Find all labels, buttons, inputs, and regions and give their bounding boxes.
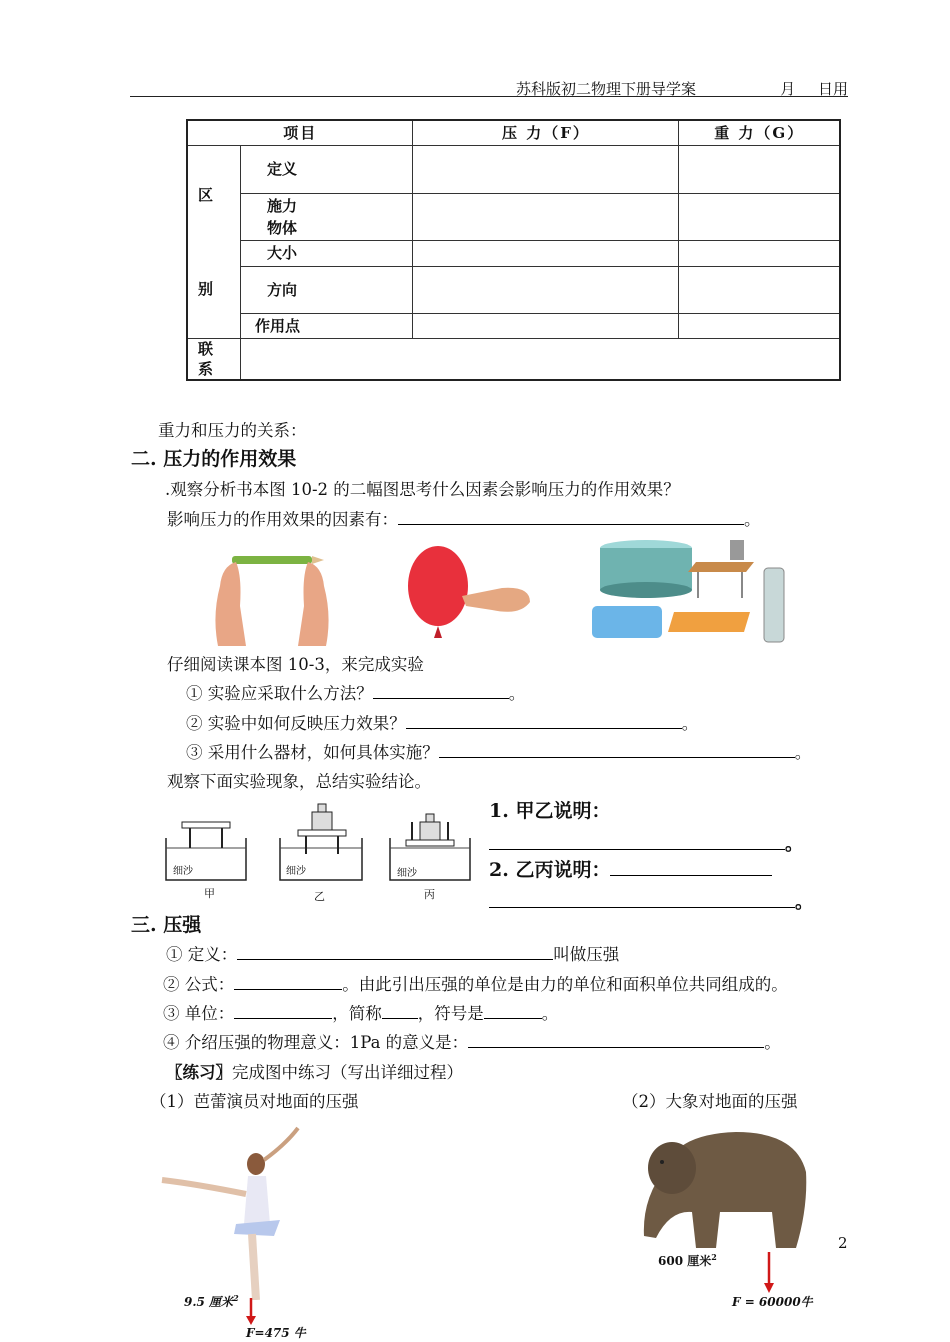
ballet-force-arrow-icon [244,1298,258,1326]
page-header [130,78,848,97]
conclusion-1-label: 1. 甲乙说明： [489,800,611,822]
link-char-2: 系 [198,359,214,378]
balloon-finger-image [402,546,534,642]
cell-gravity-magnitude[interactable] [679,240,840,266]
observe-instruction: 观察下面实验现象，总结实验结论。 [167,772,431,791]
elephant-image [636,1128,810,1252]
header-title: 苏科版初二物理下册导学案 [516,80,697,98]
sand-label-2: 细沙 [286,866,306,877]
practice-tag: 〖练习〗 [166,1063,232,1082]
ballet-force-label: F=475 牛 [246,1326,306,1340]
conclusion-1-line: 。 [489,830,803,856]
practice-1-title: （1）芭蕾演员对地面的压强 [150,1092,359,1111]
group-diff-char-2: 别 [198,279,214,298]
answer-blank-definition[interactable] [237,945,553,960]
relation-text: 重力和压力的关系： [158,421,307,440]
row-label-applier-line2: 物体 [267,218,298,237]
experiment-q3-text: ③ 采用什么器材，如何具体实施？ [186,743,439,762]
read-instruction: 仔细阅读课本图 10-3，来完成实验 [167,655,424,674]
elephant-force-label: F = 60000牛 [732,1295,813,1309]
diagram-label-jia: 甲 [204,887,215,900]
row-label-applier [241,193,413,240]
answer-blank-unit[interactable] [234,1004,332,1019]
ballet-area-label: 9.5 厘米$^2$ [184,1293,239,1309]
answer-blank-meaning[interactable] [468,1033,764,1048]
row-label-magnitude: 大小 [241,240,413,266]
section2-title: 二. 压力的作用效果 [131,448,297,470]
answer-blank-short-name[interactable] [382,1004,418,1019]
pencil-hands-image [212,546,332,648]
answer-blank-conclusion-1[interactable] [489,835,785,850]
table-header-gravity: 重 力（G） [679,120,840,145]
experiment-q1-text: ① 实验应采取什么方法？ [186,684,373,703]
cell-gravity-definition[interactable] [679,145,840,193]
sand-label-1: 细沙 [173,866,193,877]
elephant-area-label: 600 厘米$^2$ [658,1252,717,1268]
conclusion-2-line: 。 [489,888,813,914]
row-label-point: 作用点 [241,313,413,338]
answer-blank-formula[interactable] [234,975,342,990]
section2-q2-text: 影响压力的作用效果的因素有： [167,510,398,529]
conclusion-2-text: 2. 乙丙说明： [489,859,611,881]
ballet-dancer-image [156,1124,306,1300]
row-label-direction: 方向 [241,266,413,313]
practice-line: 〖练习〗完成图中练习（写出详细过程） [166,1063,463,1082]
section3-title: 三. 压强 [131,914,202,936]
diagram-label-bing: 丙 [424,888,435,901]
diagram-label-yi: 乙 [314,890,325,903]
experiment-q2: ② 实验中如何反映压力效果？ 。 [186,714,699,733]
answer-blank-conclusion-2b[interactable] [489,893,795,908]
answer-blank-conclusion-2a[interactable] [610,861,772,876]
answer-blank-effect[interactable] [406,714,682,729]
answer-blank-factors[interactable] [398,510,744,525]
cell-pressure-point[interactable] [413,313,679,338]
header-date: 月 日用 [780,80,848,98]
section2-q2 [167,506,761,530]
sand-label-3: 细沙 [397,868,417,879]
pressure-definition: ① 定义： 叫做压强 [166,945,620,964]
row-label-link [187,338,241,380]
cell-gravity-applier[interactable] [679,193,840,240]
cell-gravity-direction[interactable] [679,266,840,313]
page-number: 2 [838,1234,848,1252]
answer-blank-equipment[interactable] [439,743,795,758]
table-header-pressure: 压 力（F） [413,120,679,145]
elephant-force-arrow-icon [762,1252,776,1294]
answer-blank-symbol[interactable] [484,1004,542,1019]
link-char-1: 联 [198,339,214,358]
experiment-q2-text: ② 实验中如何反映压力效果？ [186,714,406,733]
experiment-q1: ① 实验应采取什么方法？ 。 [186,684,526,703]
table-header-item: 项目 [187,120,413,145]
cell-pressure-definition[interactable] [413,145,679,193]
row-label-definition: 定义 [241,145,413,193]
answer-blank-method[interactable] [373,684,509,699]
experiment-q3: ③ 采用什么器材，如何具体实施？ 。 [186,743,812,762]
cell-pressure-magnitude[interactable] [413,240,679,266]
group-diff-char-1: 区 [198,185,214,204]
comparison-table [186,119,841,381]
period: 。 [744,510,761,529]
pressure-meaning: ④ 介绍压强的物理意义：1Pa 的意义是： 。 [163,1033,781,1052]
section2-q1: .观察分析书本图 10-2 的二幅图思考什么因素会影响压力的作用效果？ [165,480,680,499]
pressure-formula: ② 公式： 。由此引出压强的单位是由力的单位和面积单位共同组成的。 [163,975,788,994]
experiment-apparatus-image [586,540,800,648]
conclusion-2-label [489,855,772,882]
pressure-unit: ③ 单位： ，简称 ，符号是 。 [163,1004,559,1023]
practice-2-title: （2）大象对地面的压强 [622,1092,798,1111]
cell-link[interactable] [241,338,841,380]
row-label-applier-line1: 施力 [267,196,298,215]
cell-gravity-point[interactable] [679,313,840,338]
table-group-difference [187,145,241,338]
cell-pressure-applier[interactable] [413,193,679,240]
cell-pressure-direction[interactable] [413,266,679,313]
